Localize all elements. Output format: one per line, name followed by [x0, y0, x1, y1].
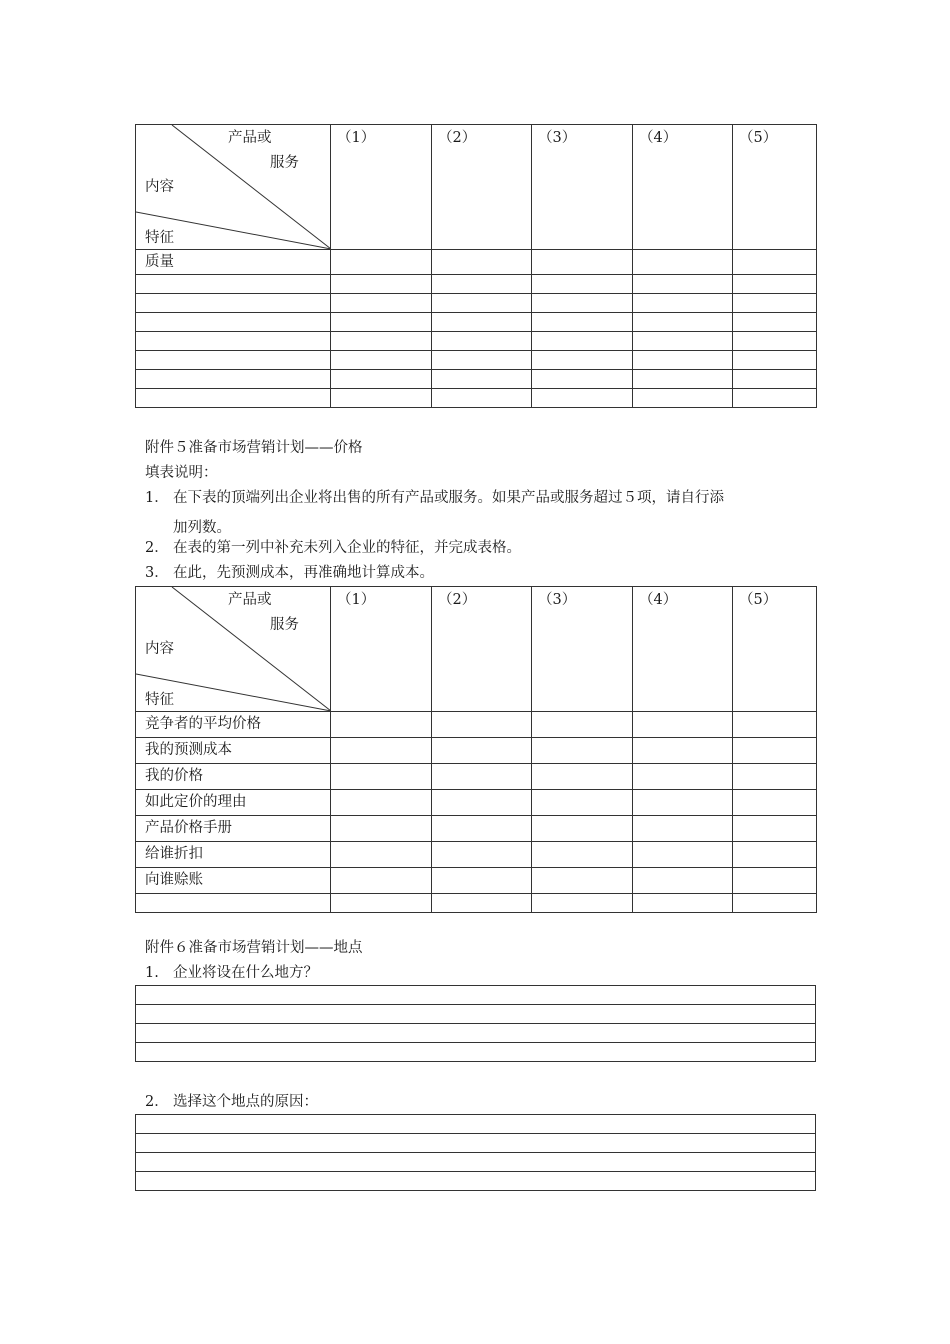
- item-text: 在此，先预测成本，再准确地计算成本。: [173, 565, 434, 581]
- table-row: [136, 351, 817, 370]
- table-row: [136, 294, 817, 313]
- appendix5-title: 附件５准备市场营销计划——价格: [145, 440, 363, 456]
- table-row: [136, 764, 817, 790]
- diagonal-header-cell: [136, 587, 331, 712]
- answer-line[interactable]: [136, 1024, 816, 1043]
- instruction-item-1-cont: 加列数。: [173, 520, 231, 536]
- corner-mid-label: 内容: [145, 641, 174, 657]
- corner-bottom-label: 特征: [145, 692, 174, 708]
- row-label: 如此定价的理由: [136, 790, 331, 816]
- row-label: 产品价格手册: [136, 816, 331, 842]
- row-label: 竞争者的平均价格: [136, 712, 331, 738]
- question-2: [145, 1095, 318, 1110]
- item-number: 2．: [145, 540, 169, 556]
- corner-top2-label: 服务: [270, 155, 299, 171]
- column-header: （5）: [733, 125, 817, 250]
- instructions-label: 填表说明：: [145, 465, 218, 481]
- column-header: （4）: [633, 125, 733, 250]
- question-text: 企业将设在什么地方？: [173, 965, 318, 981]
- table-row: [136, 313, 817, 332]
- table-row: [136, 712, 817, 738]
- answer-line[interactable]: [136, 1153, 816, 1172]
- instruction-item-1: [145, 491, 724, 506]
- item-text: 在下表的顶端列出企业将出售的所有产品或服务。如果产品或服务超过５项，请自行添: [173, 490, 724, 506]
- corner-bottom-label: 特征: [145, 230, 174, 246]
- column-header: （2）: [432, 125, 532, 250]
- question-number: 2．: [145, 1094, 169, 1110]
- table-row: [136, 868, 817, 894]
- answer-line[interactable]: [136, 1134, 816, 1153]
- answer-line[interactable]: [136, 1043, 816, 1062]
- answer-line[interactable]: [136, 1115, 816, 1134]
- question-1: [145, 966, 318, 981]
- column-header: （4）: [633, 587, 733, 712]
- column-header: （5）: [733, 587, 817, 712]
- column-header: （1）: [331, 587, 432, 712]
- appendix6-title: 附件６准备市场营销计划——地点: [145, 940, 363, 956]
- row-label: 质量: [136, 250, 331, 275]
- row-label: 我的价格: [136, 764, 331, 790]
- answer-line[interactable]: [136, 1005, 816, 1024]
- price-table: [135, 586, 817, 913]
- corner-top2-label: 服务: [270, 617, 299, 633]
- item-number: 1．: [145, 490, 169, 506]
- instruction-item-2: [145, 541, 521, 556]
- column-header: （1）: [331, 125, 432, 250]
- item-text: 在表的第一列中补充未列入企业的特征，并完成表格。: [173, 540, 521, 556]
- corner-top-label: 产品或: [228, 130, 272, 146]
- table-row: [136, 738, 817, 764]
- column-header: （3）: [532, 587, 633, 712]
- column-header: （3）: [532, 125, 633, 250]
- row-label: 向谁赊账: [136, 868, 331, 894]
- row-label: 我的预测成本: [136, 738, 331, 764]
- table-row: [136, 332, 817, 351]
- question-number: 1.: [145, 965, 159, 981]
- item-number: 3．: [145, 565, 169, 581]
- quality-table: [135, 124, 817, 408]
- table-row: [136, 816, 817, 842]
- table-row: [136, 250, 817, 275]
- location-answer-lines: [135, 985, 816, 1062]
- table-row: [136, 370, 817, 389]
- table-row: [136, 842, 817, 868]
- answer-line[interactable]: [136, 986, 816, 1005]
- corner-mid-label: 内容: [145, 179, 174, 195]
- column-header: （2）: [432, 587, 532, 712]
- corner-top-label: 产品或: [228, 592, 272, 608]
- instruction-item-3: [145, 566, 434, 581]
- table-row: [136, 894, 817, 913]
- table-row: [136, 275, 817, 294]
- reason-answer-lines: [135, 1114, 816, 1191]
- table-row: [136, 389, 817, 408]
- answer-line[interactable]: [136, 1172, 816, 1191]
- row-label: 给谁折扣: [136, 842, 331, 868]
- diagonal-header-cell: [136, 125, 331, 250]
- table-row: [136, 790, 817, 816]
- question-text: 选择这个地点的原因：: [173, 1094, 318, 1110]
